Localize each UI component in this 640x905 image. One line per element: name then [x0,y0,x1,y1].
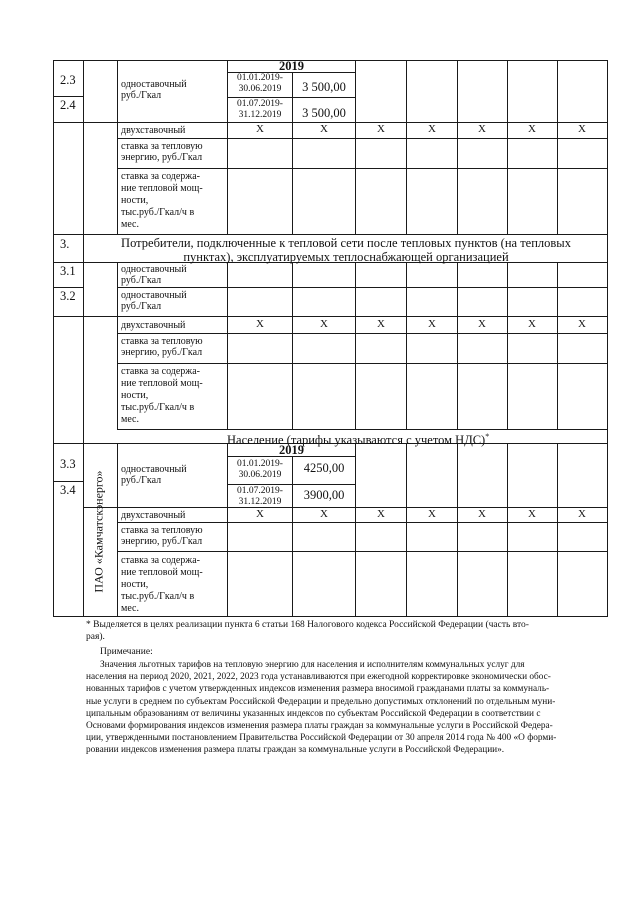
x-mark: Х [320,318,328,330]
x-mark: Х [377,508,385,520]
company-name-vertical: ПАО «Камчатскэнерго» [91,470,106,593]
x-mark: Х [320,123,328,135]
x-mark: Х [428,318,436,330]
note-title: Примечание: [100,647,153,657]
period-second-half: 01.07.2019- 31.12.2019 [237,99,283,120]
single-rate-label: одноставочный руб./Гкал [121,464,187,486]
x-mark: Х [320,508,328,520]
x-mark: Х [478,318,486,330]
x-mark: Х [578,508,586,520]
population-tariff-h2: 3900,00 [303,488,345,502]
row-number-3-2: 3.2 [60,289,76,303]
capacity-rate-label: ставка за содержа- ние тепловой мощ- ности, тыс.руб./Гкал/ч в мес. [121,171,203,230]
section-3-number: 3. [60,237,70,251]
two-rate-label: двухставочный [121,320,186,331]
x-mark: Х [478,508,486,520]
two-rate-label: двухставочный [121,125,186,136]
x-mark: Х [428,123,436,135]
single-rate-label: одноставочный руб./Гкал [121,290,187,312]
tariff-value-h2: 3 500,00 [302,106,346,120]
tariff-value-h1: 3 500,00 [302,80,346,94]
row-number-3-4: 3.4 [60,483,76,497]
row-number-2-4: 2.4 [60,98,76,112]
x-mark: Х [377,318,385,330]
single-rate-label: одноставочный руб./Гкал [121,79,187,101]
energy-rate-label: ставка за тепловую энергию, руб./Гкал [121,336,203,358]
x-mark: Х [578,123,586,135]
population-tariff-h1: 4250,00 [303,461,345,475]
population-header: Население (тарифы указываются с учетом НДС)* [227,432,490,448]
x-mark: Х [528,123,536,135]
period-second-half: 01.07.2019- 31.12.2019 [237,486,283,507]
period-first-half: 01.01.2019- 30.06.2019 [237,459,283,480]
two-rate-label: двухставочный [121,510,186,521]
x-mark: Х [428,508,436,520]
x-mark: Х [256,123,264,135]
x-mark: Х [528,508,536,520]
x-mark: Х [256,508,264,520]
x-mark: Х [528,318,536,330]
row-number-3-1: 3.1 [60,264,76,278]
row-number-3-3: 3.3 [60,457,76,471]
period-first-half: 01.01.2019- 30.06.2019 [237,73,283,94]
x-mark: Х [377,123,385,135]
year-header: 2019 [279,59,304,73]
capacity-rate-label: ставка за содержа- ние тепловой мощ- ности, тыс.руб./Гкал/ч в мес. [121,366,203,425]
energy-rate-label: ставка за тепловую энергию, руб./Гкал [121,525,203,547]
year-header: 2019 [279,443,304,457]
note-body: Значения льготных тарифов на тепловую энергию для населения и исполнителям коммунальных услуг для населения на период 2020, 2021, 2022, 2023 года устанавливаются при ежегодной корректировке экономически обос- нованных тарифов с учетом утвержденных индексов изменения размера вносимой гражданами платы за коммуналь- ные услуги в среднем по субъектам Российской Федерации и предельно допустимых отклонений по отдельным муни- ципальным образованиям от величины указанных индексов по субъектам Российской Федерации в соответствии с Основами формирования индексов изменения размера платы граждан за коммунальные услуги в Российской Федера- ции, утвержденными постановлением Правительства Российской Федерации от 30 апреля 2014 года № 400 «О форми- ровании индексов изменения размера платы граждан за коммунальные услуги в Российской Федерации». [86,660,557,756]
section-3-title: Потребители, подключенные к тепловой сети после тепловых пунктов (на тепловых пунктах), эксплуатируемых теплоснабжающей организацией [121,236,571,264]
single-rate-label: одноставочный руб./Гкал [121,264,187,286]
energy-rate-label: ставка за тепловую энергию, руб./Гкал [121,141,203,163]
x-mark: Х [578,318,586,330]
row-number-2-3: 2.3 [60,73,76,87]
capacity-rate-label: ставка за содержа- ние тепловой мощ- ности, тыс.руб./Гкал/ч в мес. [121,555,203,614]
x-mark: Х [256,318,264,330]
x-mark: Х [478,123,486,135]
footnote: * Выделяется в целях реализации пункта 6 статьи 168 Налогового кодекса Российской Федерации (часть вто- рая). [86,620,529,642]
